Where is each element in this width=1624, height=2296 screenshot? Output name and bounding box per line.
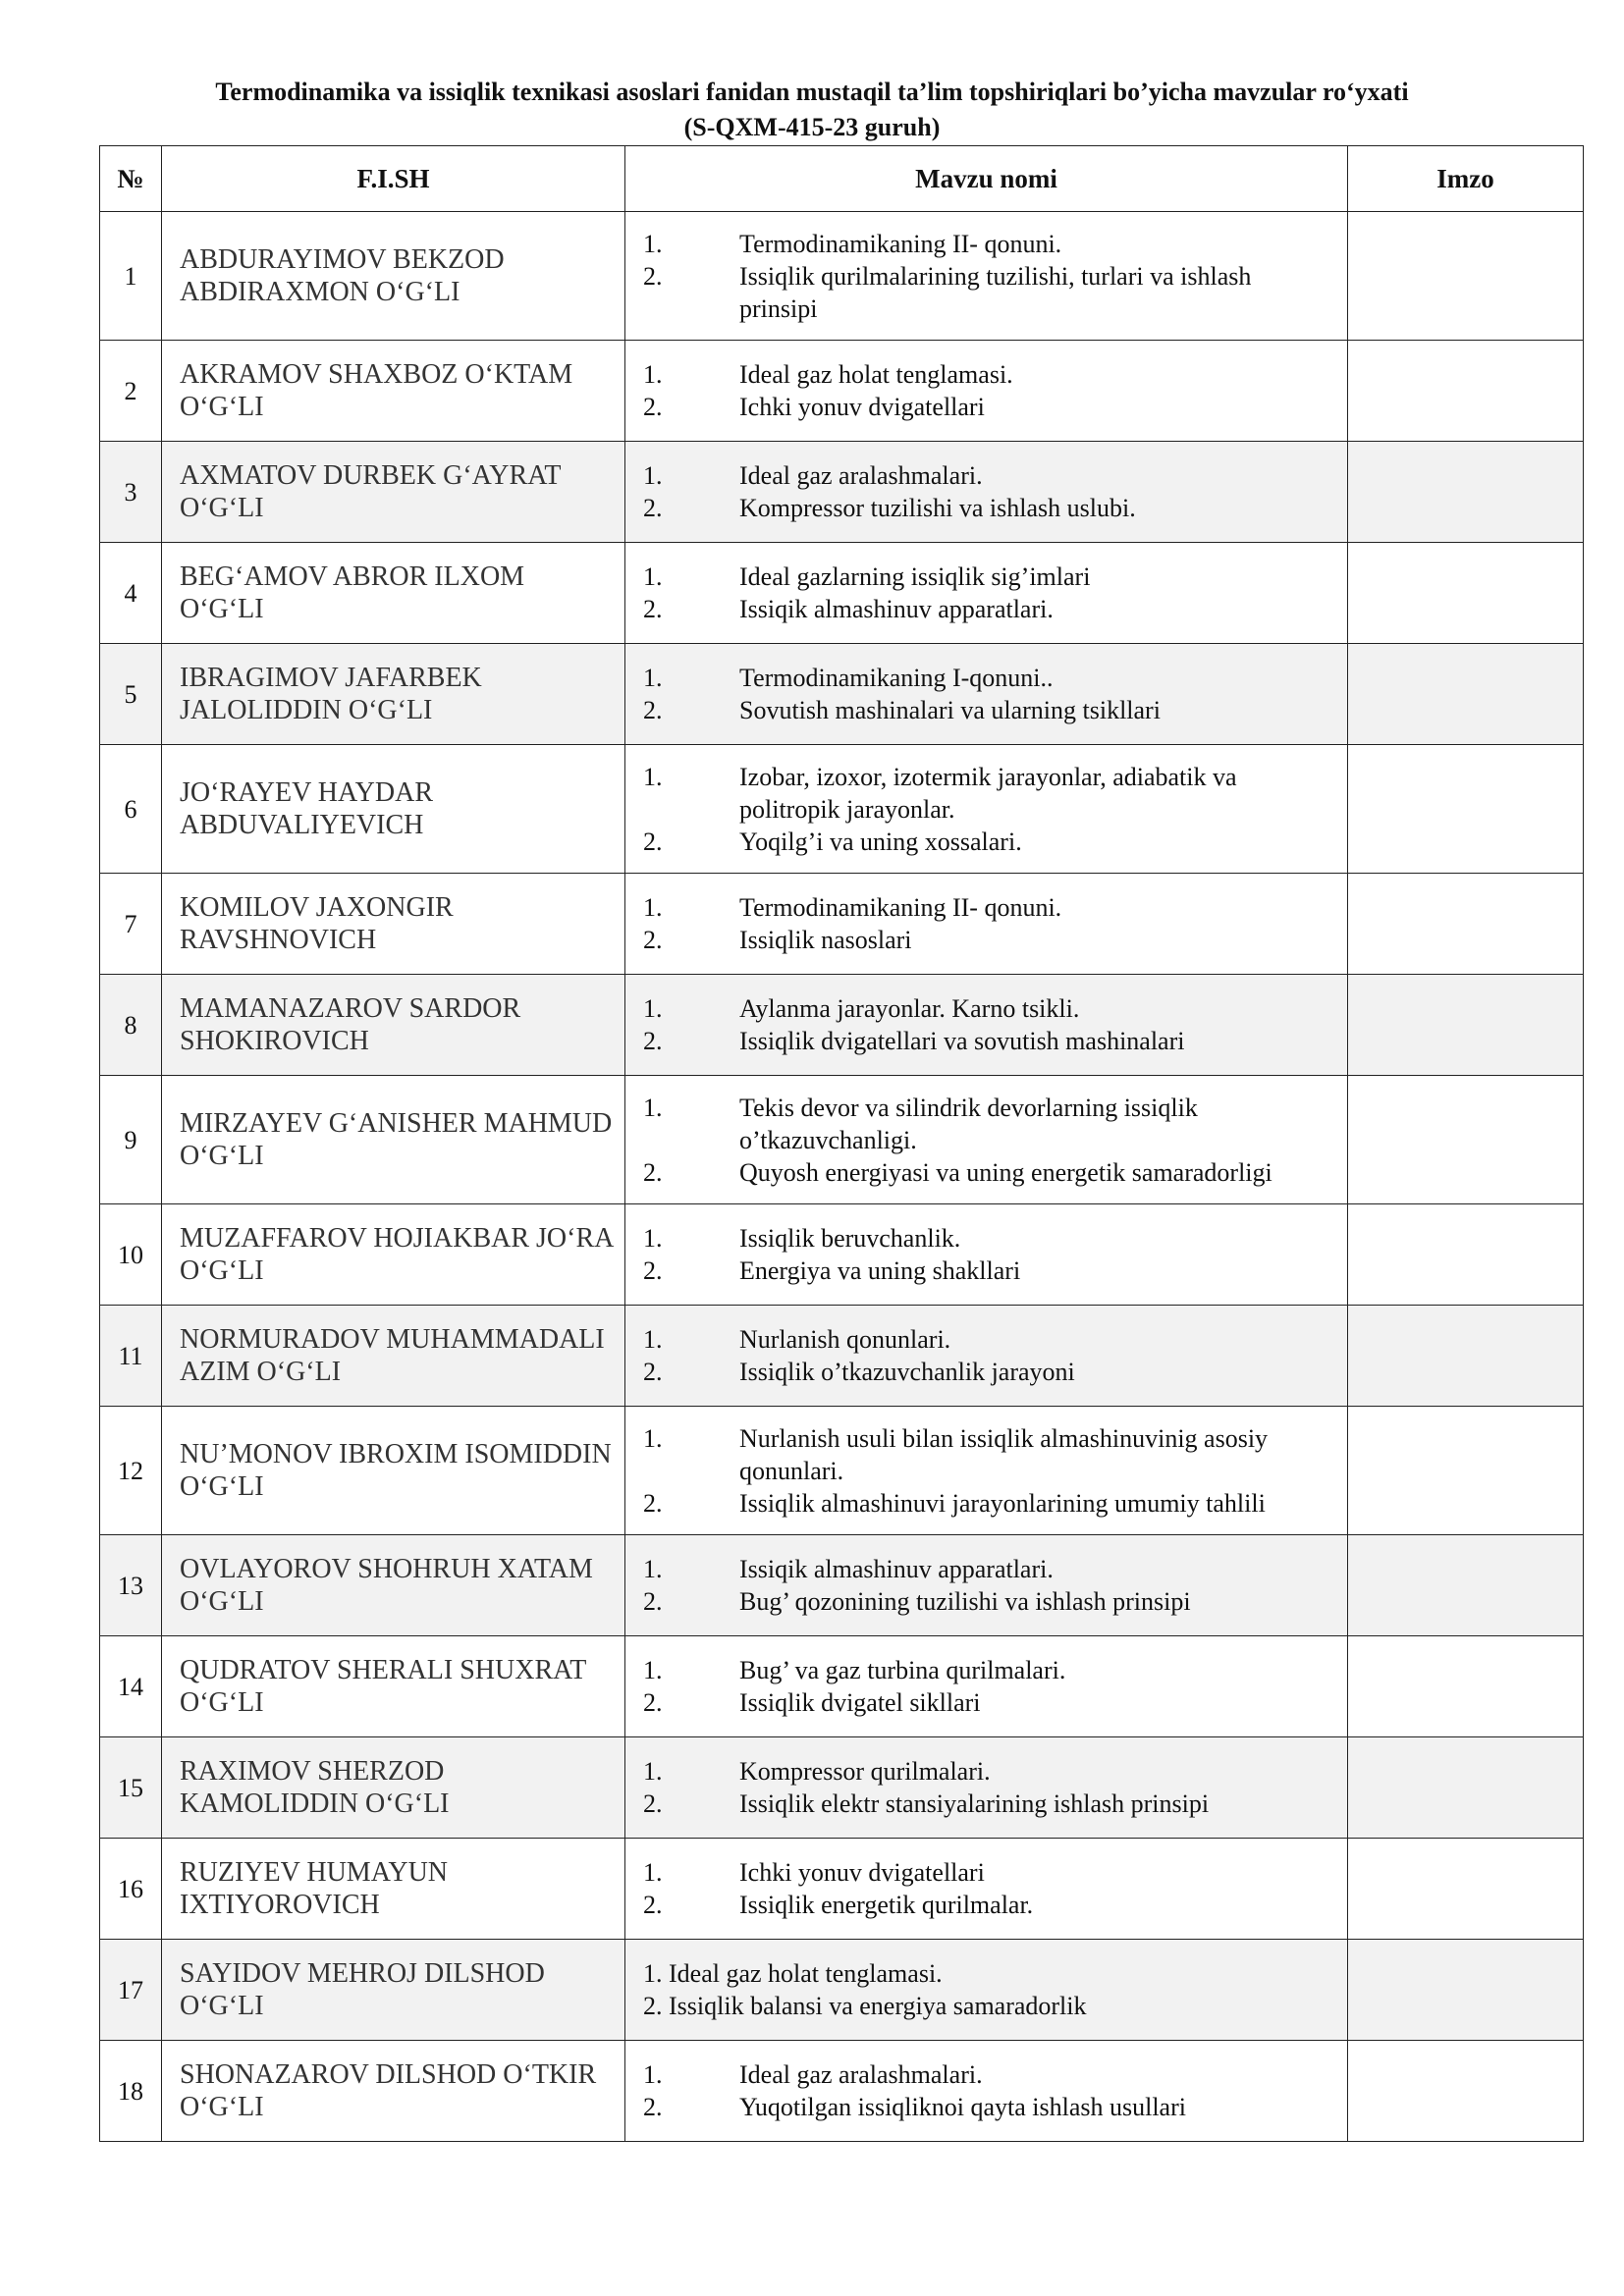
topic-item: 1. Kompressor qurilmalari. (643, 1757, 991, 1786)
signature-cell (1348, 874, 1584, 975)
table-header-row (100, 146, 1584, 212)
row-number: 16 (100, 1839, 162, 1940)
row-number: 10 (100, 1204, 162, 1306)
student-name: MUZAFFAROV HOJIAKBAR JO‘RA O‘G‘LI (162, 1204, 625, 1306)
topic-item: 2. Ichki yonuv dvigatellari (643, 393, 985, 421)
row-number: 6 (100, 745, 162, 874)
signature-cell (1348, 1636, 1584, 1737)
student-name: AXMATOV DURBEK G‘AYRAT O‘G‘LI (162, 442, 625, 543)
topic-item: 1. Tekis devor va silindrik devorlarning issiqlik o’tkazuvchanligi. (643, 1093, 1198, 1154)
row-number: 14 (100, 1636, 162, 1737)
table-row (100, 874, 1584, 975)
header-number: № (100, 146, 162, 212)
table-row (100, 1737, 1584, 1839)
table-row (100, 1535, 1584, 1636)
student-name: OVLAYOROV SHOHRUH XATAM O‘G‘LI (162, 1535, 625, 1636)
topic-item: 1. Ideal gaz aralashmalari. (643, 2060, 983, 2089)
table-row (100, 2041, 1584, 2142)
topic-item: 2. Issiqlik dvigatellari va sovutish mashinalari (643, 1027, 1185, 1055)
topic-item: 2. Energiya va uning shakllari (643, 1256, 1021, 1285)
topic-item: 1. Ichki yonuv dvigatellari (643, 1858, 985, 1887)
topics-cell (625, 543, 1348, 644)
topic-item: 2. Yoqilg’i va uning xossalari. (643, 827, 1022, 856)
signature-cell (1348, 1940, 1584, 2041)
student-name: MIRZAYEV G‘ANISHER MAHMUD O‘G‘LI (162, 1076, 625, 1204)
topics-cell (625, 975, 1348, 1076)
topics-cell (625, 1306, 1348, 1407)
row-number: 1 (100, 212, 162, 341)
topic-item: 1. Nurlanish qonunlari. (643, 1325, 951, 1354)
topics-cell (625, 745, 1348, 874)
topic-item: 2. Issiqlik qurilmalarining tuzilishi, turlari va ishlash prinsipi (643, 261, 1252, 323)
topic-item: 1. Ideal gaz holat tenglamasi. (643, 360, 1013, 389)
topic-item: 1. Termodinamikaning II- qonuni. (643, 893, 1062, 922)
topics-cell (625, 1076, 1348, 1204)
student-name: SHONAZAROV DILSHOD O‘TKIR O‘G‘LI (162, 2041, 625, 2142)
topic-item: 2. Issiqlik nasoslari (643, 926, 912, 954)
table-row (100, 644, 1584, 745)
topic-item: 2. Issiqlik dvigatel sikllari (643, 1688, 981, 1717)
row-number: 7 (100, 874, 162, 975)
signature-cell (1348, 1737, 1584, 1839)
student-name: IBRAGIMOV JAFARBEK JALOLIDDIN O‘G‘LI (162, 644, 625, 745)
signature-cell (1348, 1306, 1584, 1407)
topics-cell (625, 644, 1348, 745)
topic-item: 2. Issiqlik almashinuvi jarayonlarining umumiy tahlili (643, 1488, 1266, 1518)
topic-item: 1. Ideal gazlarning issiqlik sig’imlari (643, 562, 1091, 591)
row-number: 15 (100, 1737, 162, 1839)
table-row (100, 1636, 1584, 1737)
table-row (100, 341, 1584, 442)
topic-item: 2. Kompressor tuzilishi va ishlash uslubi. (643, 494, 1136, 522)
topics-cell (625, 1204, 1348, 1306)
topics-cell (625, 874, 1348, 975)
topics-cell (625, 1940, 1348, 2041)
document-subtitle: (S-QXM-415-23 guruh) (683, 113, 941, 141)
topic-item: 2. Issiqlik balansi va energiya samaradorlik (643, 1992, 1087, 2020)
topic-item: 1. Issiqlik beruvchanlik. (643, 1224, 961, 1253)
student-name: NORMURADOV MUHAMMADALI AZIM O‘G‘LI (162, 1306, 625, 1407)
signature-cell (1348, 745, 1584, 874)
topic-item: 1. Issiqik almashinuv apparatlari. (643, 1555, 1054, 1583)
topic-item: 2. Issiqik almashinuv apparatlari. (643, 595, 1054, 623)
table-row (100, 745, 1584, 874)
topics-cell (625, 1737, 1348, 1839)
header-signature: Imzo (1348, 146, 1584, 212)
topic-item: 1. Izobar, izoxor, izotermik jarayonlar, adiabatik va politropik jarayonlar. (643, 762, 1237, 824)
student-name: RUZIYEV HUMAYUN IXTIYOROVICH (162, 1839, 625, 1940)
table-row (100, 212, 1584, 341)
row-number: 11 (100, 1306, 162, 1407)
topic-item: 2. Yuqotilgan issiqliknoi qayta ishlash usullari (643, 2093, 1186, 2121)
table-row (100, 1839, 1584, 1940)
table-row (100, 1204, 1584, 1306)
student-name: RAXIMOV SHERZOD KAMOLIDDIN O‘G‘LI (162, 1737, 625, 1839)
student-name: AKRAMOV SHAXBOZ O‘KTAM O‘G‘LI (162, 341, 625, 442)
topic-item: 2. Issiqlik o’tkazuvchanlik jarayoni (643, 1358, 1075, 1386)
topics-cell (625, 2041, 1348, 2142)
table-row (100, 975, 1584, 1076)
table-row (100, 1076, 1584, 1204)
topic-item: 1. Ideal gaz aralashmalari. (643, 461, 983, 490)
document-title: Termodinamika va issiqlik texnikasi asoslari fanidan mustaqil ta’lim topshiriqlari bo’yicha mavzular ro‘yxati (215, 78, 1409, 106)
header-topic: Mavzu nomi (625, 146, 1348, 212)
topic-item: 1. Bug’ va gaz turbina qurilmalari. (643, 1656, 1066, 1684)
row-number: 17 (100, 1940, 162, 2041)
topic-item: 2. Sovutish mashinalari va ularning tsikllari (643, 696, 1161, 724)
topic-item: 1. Aylanma jarayonlar. Karno tsikli. (643, 994, 1080, 1023)
topic-item: 2. Quyosh energiyasi va uning energetik samaradorligi (643, 1157, 1272, 1187)
table-row (100, 543, 1584, 644)
signature-cell (1348, 1407, 1584, 1535)
student-name: NU’MONOV IBROXIM ISOMIDDIN O‘G‘LI (162, 1407, 625, 1535)
topic-item: 2. Bug’ qozonining tuzilishi va ishlash prinsipi (643, 1587, 1191, 1616)
table-row (100, 1407, 1584, 1535)
topics-cell (625, 341, 1348, 442)
signature-cell (1348, 2041, 1584, 2142)
signature-cell (1348, 341, 1584, 442)
row-number: 9 (100, 1076, 162, 1204)
signature-cell (1348, 442, 1584, 543)
topics-cell (625, 212, 1348, 341)
row-number: 13 (100, 1535, 162, 1636)
row-number: 3 (100, 442, 162, 543)
table-row (100, 1940, 1584, 2041)
topics-table (99, 145, 1584, 2142)
row-number: 5 (100, 644, 162, 745)
row-number: 4 (100, 543, 162, 644)
student-name: QUDRATOV SHERALI SHUXRAT O‘G‘LI (162, 1636, 625, 1737)
signature-cell (1348, 1839, 1584, 1940)
signature-cell (1348, 212, 1584, 341)
row-number: 2 (100, 341, 162, 442)
table-row (100, 1306, 1584, 1407)
topic-item: 1. Termodinamikaning II- qonuni. (643, 229, 1062, 258)
topics-cell (625, 1839, 1348, 1940)
student-name: BEG‘AMOV ABROR ILXOM O‘G‘LI (162, 543, 625, 644)
table-row (100, 442, 1584, 543)
student-name: MAMANAZAROV SARDOR SHOKIROVICH (162, 975, 625, 1076)
student-name: KOMILOV JAXONGIR RAVSHNOVICH (162, 874, 625, 975)
topics-cell (625, 442, 1348, 543)
topics-cell (625, 1535, 1348, 1636)
topics-cell (625, 1407, 1348, 1535)
row-number: 18 (100, 2041, 162, 2142)
topic-item: 1. Termodinamikaning I-qonuni.. (643, 664, 1054, 692)
signature-cell (1348, 1535, 1584, 1636)
student-name: ABDURAYIMOV BEKZOD ABDIRAXMON O‘G‘LI (162, 212, 625, 341)
topic-item: 2. Issiqlik energetik qurilmalar. (643, 1891, 1034, 1919)
topics-cell (625, 1636, 1348, 1737)
signature-cell (1348, 1204, 1584, 1306)
signature-cell (1348, 975, 1584, 1076)
student-name: SAYIDOV MEHROJ DILSHOD O‘G‘LI (162, 1940, 625, 2041)
topic-item: 1. Ideal gaz holat tenglamasi. (643, 1959, 943, 1988)
header-full-name: F.I.SH (162, 146, 625, 212)
row-number: 8 (100, 975, 162, 1076)
student-name: JO‘RAYEV HAYDAR ABDUVALIYEVICH (162, 745, 625, 874)
topic-item: 1. Nurlanish usuli bilan issiqlik almashinuvinig asosiy qonunlari. (643, 1423, 1269, 1485)
signature-cell (1348, 644, 1584, 745)
signature-cell (1348, 543, 1584, 644)
signature-cell (1348, 1076, 1584, 1204)
row-number: 12 (100, 1407, 162, 1535)
topic-item: 2. Issiqlik elektr stansiyalarining ishlash prinsipi (643, 1789, 1210, 1818)
